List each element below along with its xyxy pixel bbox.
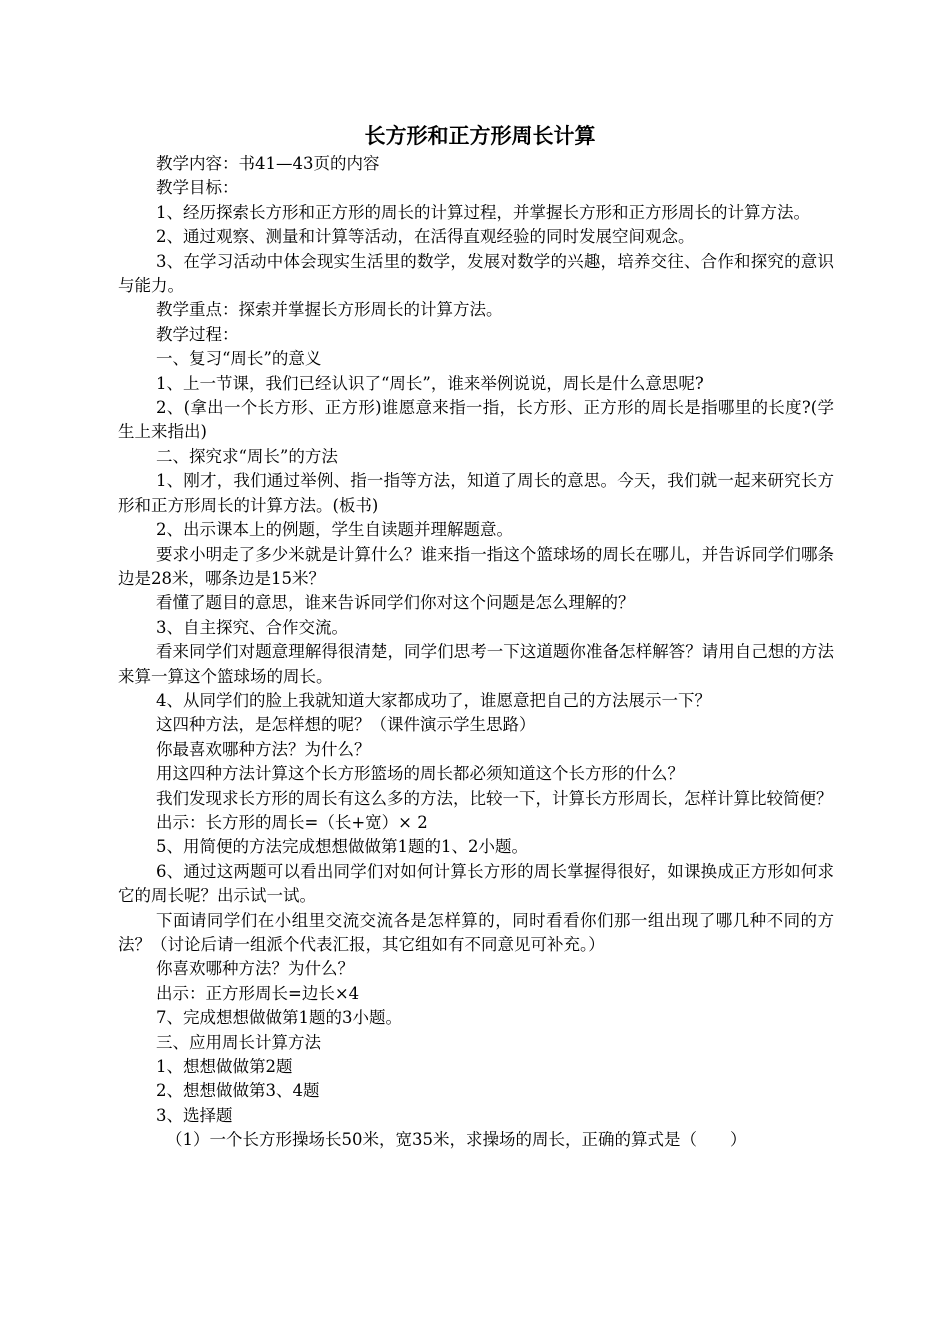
document-title: 长方形和正方形周长计算 bbox=[364, 123, 596, 148]
formula-square: 出示：正方形周长=边长×4 bbox=[156, 983, 360, 1003]
paragraph-objective-1: 1、经历探索长方形和正方形的周长的计算过程，并掌握长方形和正方形周长的计算方法。 bbox=[156, 202, 810, 222]
paragraph: 5、用简便的方法完成想想做做第1题的1、2小题。 bbox=[156, 837, 528, 857]
section-heading-3: 三、应用周长计算方法 bbox=[156, 1032, 321, 1052]
section-heading-1: 一、复习“周长”的意义 bbox=[156, 349, 322, 369]
paragraph: 1、想想做做第2题 bbox=[156, 1057, 293, 1077]
paragraph: 7、完成想想做做第1题的3小题。 bbox=[156, 1008, 402, 1028]
paragraph: 6、通过这两题可以看出同学们对如何计算长方形的周长掌握得很好，如课换成正方形如何求它的周长呢？出示试一试。 bbox=[118, 861, 834, 906]
paragraph: 3、自主探究、合作交流。 bbox=[156, 617, 348, 637]
paragraph: 4、从同学们的脸上我就知道大家都成功了，谁愿意把自己的方法展示一下？ bbox=[156, 690, 711, 710]
paragraph: 下面请同学们在小组里交流交流各是怎样算的，同时看看你们那一组出现了哪几种不同的方法？（讨论后请一组派个代表汇报，其它组如有不同意见可补充。） bbox=[118, 910, 834, 954]
paragraph: 看来同学们对题意理解得很清楚，同学们思考一下这道题你准备怎样解答？请用自己想的方法来算一算这个篮球场的周长。 bbox=[118, 642, 834, 686]
paragraph: 3、选择题 bbox=[156, 1105, 233, 1125]
paragraph-objective-2: 2、通过观察、测量和计算等活动，在活得直观经验的同时发展空间观念。 bbox=[156, 227, 695, 247]
document-page bbox=[118, 120, 834, 1153]
paragraph: 用这四种方法计算这个长方形篮场的周长都必须知道这个长方形的什么？ bbox=[156, 764, 684, 784]
paragraph: 1、刚才，我们通过举例、指一指等方法，知道了周长的意思。今天，我们就一起来研究长方形和正方形周长的计算方法。(板书) bbox=[118, 471, 834, 515]
paragraph: 你最喜欢哪种方法？为什么？ bbox=[156, 739, 371, 759]
paragraph: 你喜欢哪种方法？为什么？ bbox=[156, 959, 354, 979]
paragraph-process-heading: 教学过程： bbox=[156, 324, 239, 344]
paragraph: 要求小明走了多少米就是计算什么？谁来指一指这个篮球场的周长在哪儿，并告诉同学们哪条边是28米，哪条边是15米？ bbox=[118, 544, 834, 588]
paragraph: 1、上一节课，我们已经认识了“周长”，谁来举例说说，周长是什么意思呢? bbox=[156, 373, 704, 393]
paragraph: 2、出示课本上的例题，学生自读题并理解题意。 bbox=[156, 520, 513, 540]
paragraph: 2、想想做做第3、4题 bbox=[156, 1081, 320, 1101]
paragraph-content: 教学内容：书41—43页的内容 bbox=[156, 154, 380, 173]
paragraph-key-point: 教学重点：探索并掌握长方形周长的计算方法。 bbox=[156, 300, 503, 320]
paragraph-objective-3: 3、在学习活动中体会现实生活里的数学，发展对数学的兴趣，培养交往、合作和探究的意识与能力。 bbox=[118, 251, 834, 296]
formula-rectangle: 出示：长方形的周长=（长+宽）× 2 bbox=[156, 812, 428, 832]
paragraph: 我们发现求长方形的周长有这么多的方法，比较一下，计算长方形周长，怎样计算比较简便？ bbox=[156, 788, 833, 808]
paragraph: 这四种方法，是怎样想的呢？（课件演示学生思路） bbox=[156, 715, 536, 735]
section-heading-2: 二、探究求“周长”的方法 bbox=[156, 446, 338, 466]
paragraph: 看懂了题目的意思，谁来告诉同学们你对这个问题是怎么理解的？ bbox=[156, 593, 635, 613]
paragraph: 2、(拿出一个长方形、正方形)谁愿意来指一指，长方形、正方形的周长是指哪里的长度?(学生上来指出) bbox=[118, 398, 834, 442]
paragraph-objectives-heading: 教学目标： bbox=[156, 178, 239, 198]
question-1: （1）一个长方形操场长50米，宽35米，求操场的周长，正确的算式是（ ） bbox=[166, 1130, 747, 1150]
